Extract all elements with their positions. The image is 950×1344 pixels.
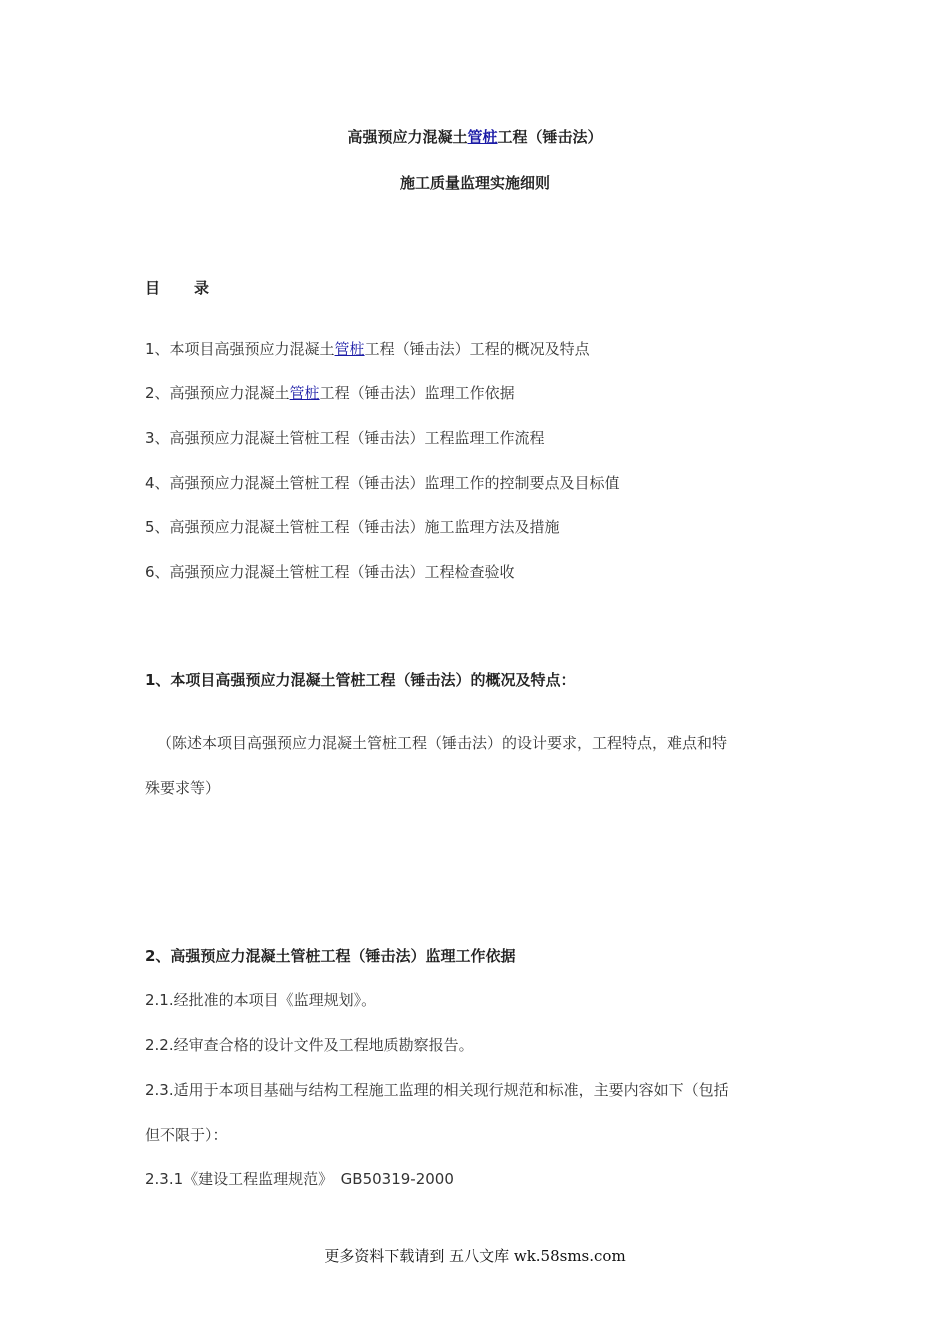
- document-title-line-2: 施工质量监理实施细则: [399, 174, 550, 192]
- page-footer: 更多资料下载请到 五八文库 wk.58sms.com: [324, 1247, 626, 1265]
- title-text-pre: 高强预应力混凝土: [347, 128, 468, 146]
- toc-item-2-pre: 2、高强预应力混凝土: [145, 384, 290, 402]
- toc-heading-char-1: 目: [145, 279, 161, 297]
- section-2-item-2-2: 2.2.经审查合格的设计文件及工程地质勘察报告。: [145, 1036, 474, 1054]
- section-2-item-2-3-1: 2.3.1《建设工程监理规范》 GB50319-2000: [145, 1170, 454, 1188]
- toc-item-2-link[interactable]: 管桩: [289, 384, 320, 402]
- toc-item-1: [145, 338, 590, 359]
- section-1-heading: 1、本项目高强预应力混凝土管桩工程（锤击法）的概况及特点：: [145, 671, 576, 689]
- toc-item-1-post: 工程（锤击法）工程的概况及特点: [364, 340, 590, 358]
- section-2-item-2-1: 2.1.经批准的本项目《监理规划》。: [145, 991, 377, 1009]
- toc-item-2-post: 工程（锤击法）监理工作依据: [319, 384, 515, 402]
- title-link-guanzhuang[interactable]: 管桩: [467, 128, 498, 146]
- toc-item-4: 4、高强预应力混凝土管桩工程（锤击法）监理工作的控制要点及目标值: [145, 474, 620, 492]
- section-1-paragraph-line-1: （陈述本项目高强预应力混凝土管桩工程（锤击法）的设计要求，工程特点，难点和特: [157, 734, 728, 752]
- section-2-item-2-3-cont: 但不限于）：: [145, 1126, 228, 1144]
- toc-item-1-link[interactable]: 管桩: [334, 340, 365, 358]
- section-1-paragraph-line-2: 殊要求等）: [145, 779, 221, 797]
- document-title-line-1: [0, 126, 950, 147]
- toc-item-3: 3、高强预应力混凝土管桩工程（锤击法）工程监理工作流程: [145, 429, 545, 447]
- toc-item-2: [145, 382, 515, 403]
- toc-item-6: 6、高强预应力混凝土管桩工程（锤击法）工程检查验收: [145, 563, 515, 581]
- title-text-post: 工程（锤击法）: [497, 128, 603, 146]
- section-2-heading: 2、高强预应力混凝土管桩工程（锤击法）监理工作依据: [145, 947, 516, 965]
- toc-item-1-pre: 1、本项目高强预应力混凝土: [145, 340, 335, 358]
- section-2-item-2-3: 2.3.适用于本项目基础与结构工程施工监理的相关现行规范和标准，主要内容如下（包括: [145, 1081, 729, 1099]
- toc-heading: [145, 277, 209, 298]
- toc-item-5: 5、高强预应力混凝土管桩工程（锤击法）施工监理方法及措施: [145, 518, 560, 536]
- toc-heading-char-2: 录: [194, 279, 210, 297]
